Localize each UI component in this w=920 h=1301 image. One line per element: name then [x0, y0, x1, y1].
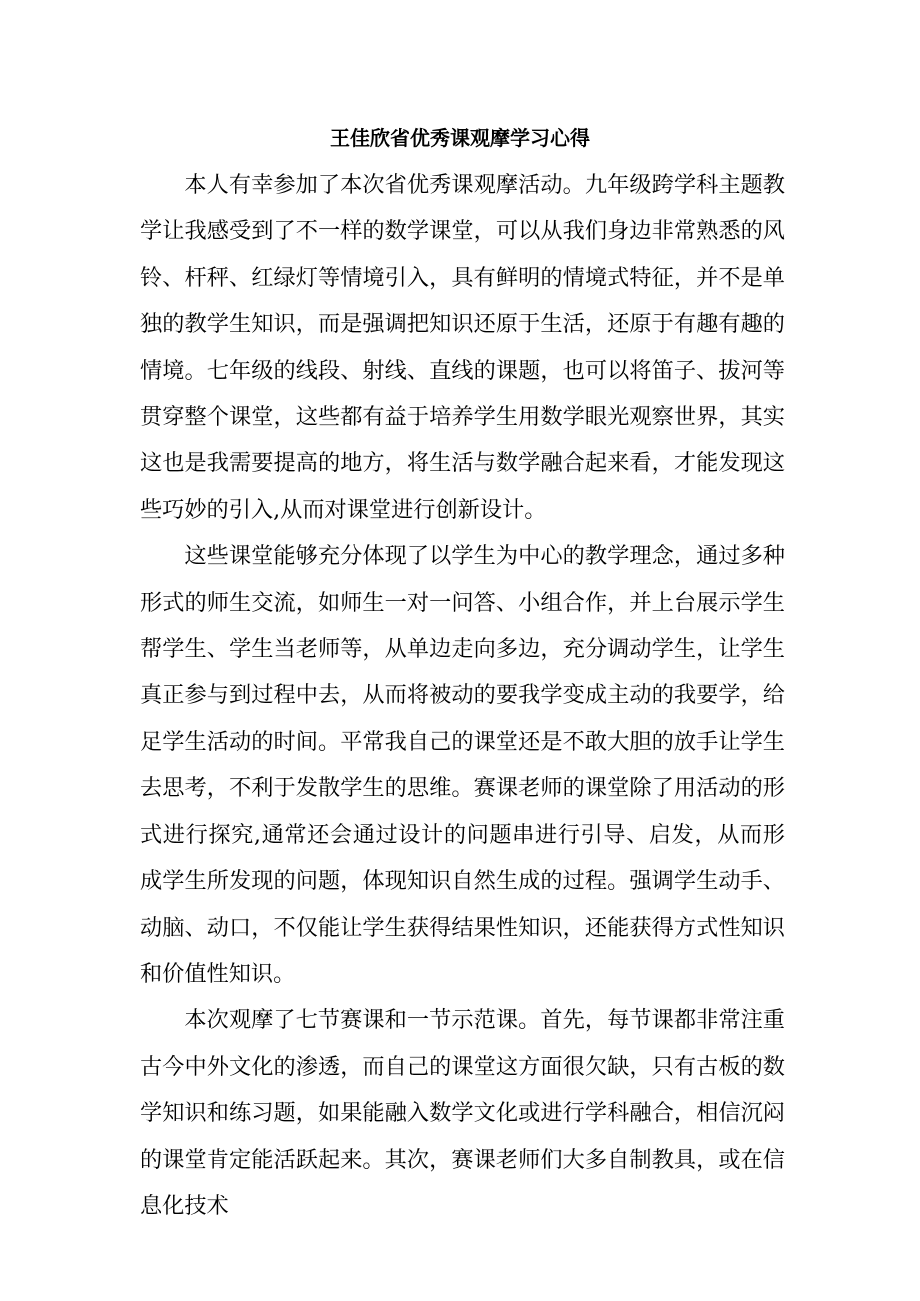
document-title: 王佳欣省优秀课观摩学习心得 [330, 126, 590, 150]
document-body [140, 162, 785, 1229]
paragraph-2: 这些课堂能够充分体现了以学生为中心的教学理念，通过多种形式的师生交流，如师生一对一问答、小组合作，并上台展示学生帮学生、学生当老师等，从单边走向多边，充分调动学生，让学生真正参与到过程中去，从而将被动的要我学变成主动的我要学，给足学生活动的时间。平常我自己的课堂还是不敢大胆的放手让学生去思考，不利于发散学生的思维。赛课老师的课堂除了用活动的形式进行探究,通常还会通过设计的问题串进行引导、启发，从而形成学生所发现的问题，体现知识自然生成的过程。强调学生动手、动脑、动口，不仅能让学生获得结果性知识，还能获得方式性知识和价值性知识。 [140, 543, 785, 987]
paragraph-1: 本人有幸参加了本次省优秀课观摩活动。九年级跨学科主题教学让我感受到了不一样的数学课堂，可以从我们身边非常熟悉的风铃、杆秤、红绿灯等情境引入，具有鲜明的情境式特征，并不是单独的教学生知识，而是强调把知识还原于生活，还原于有趣有趣的情境。七年级的线段、射线、直线的课题，也可以将笛子、拔河等贯穿整个课堂，这些都有益于培养学生用数学眼光观察世界，其实这也是我需要提高的地方，将生活与数学融合起来看，才能发现这些巧妙的引入,从而对课堂进行创新设计。 [140, 172, 785, 523]
paragraph-3: 本次观摩了七节赛课和一节示范课。首先，每节课都非常注重古今中外文化的渗透，而自己的课堂这方面很欠缺，只有古板的数学知识和练习题，如果能融入数学文化或进行学科融合，相信沉闷的课堂肯定能活跃起来。其次，赛课老师们大多自制教具，或在信息化技术 [140, 1007, 785, 1219]
